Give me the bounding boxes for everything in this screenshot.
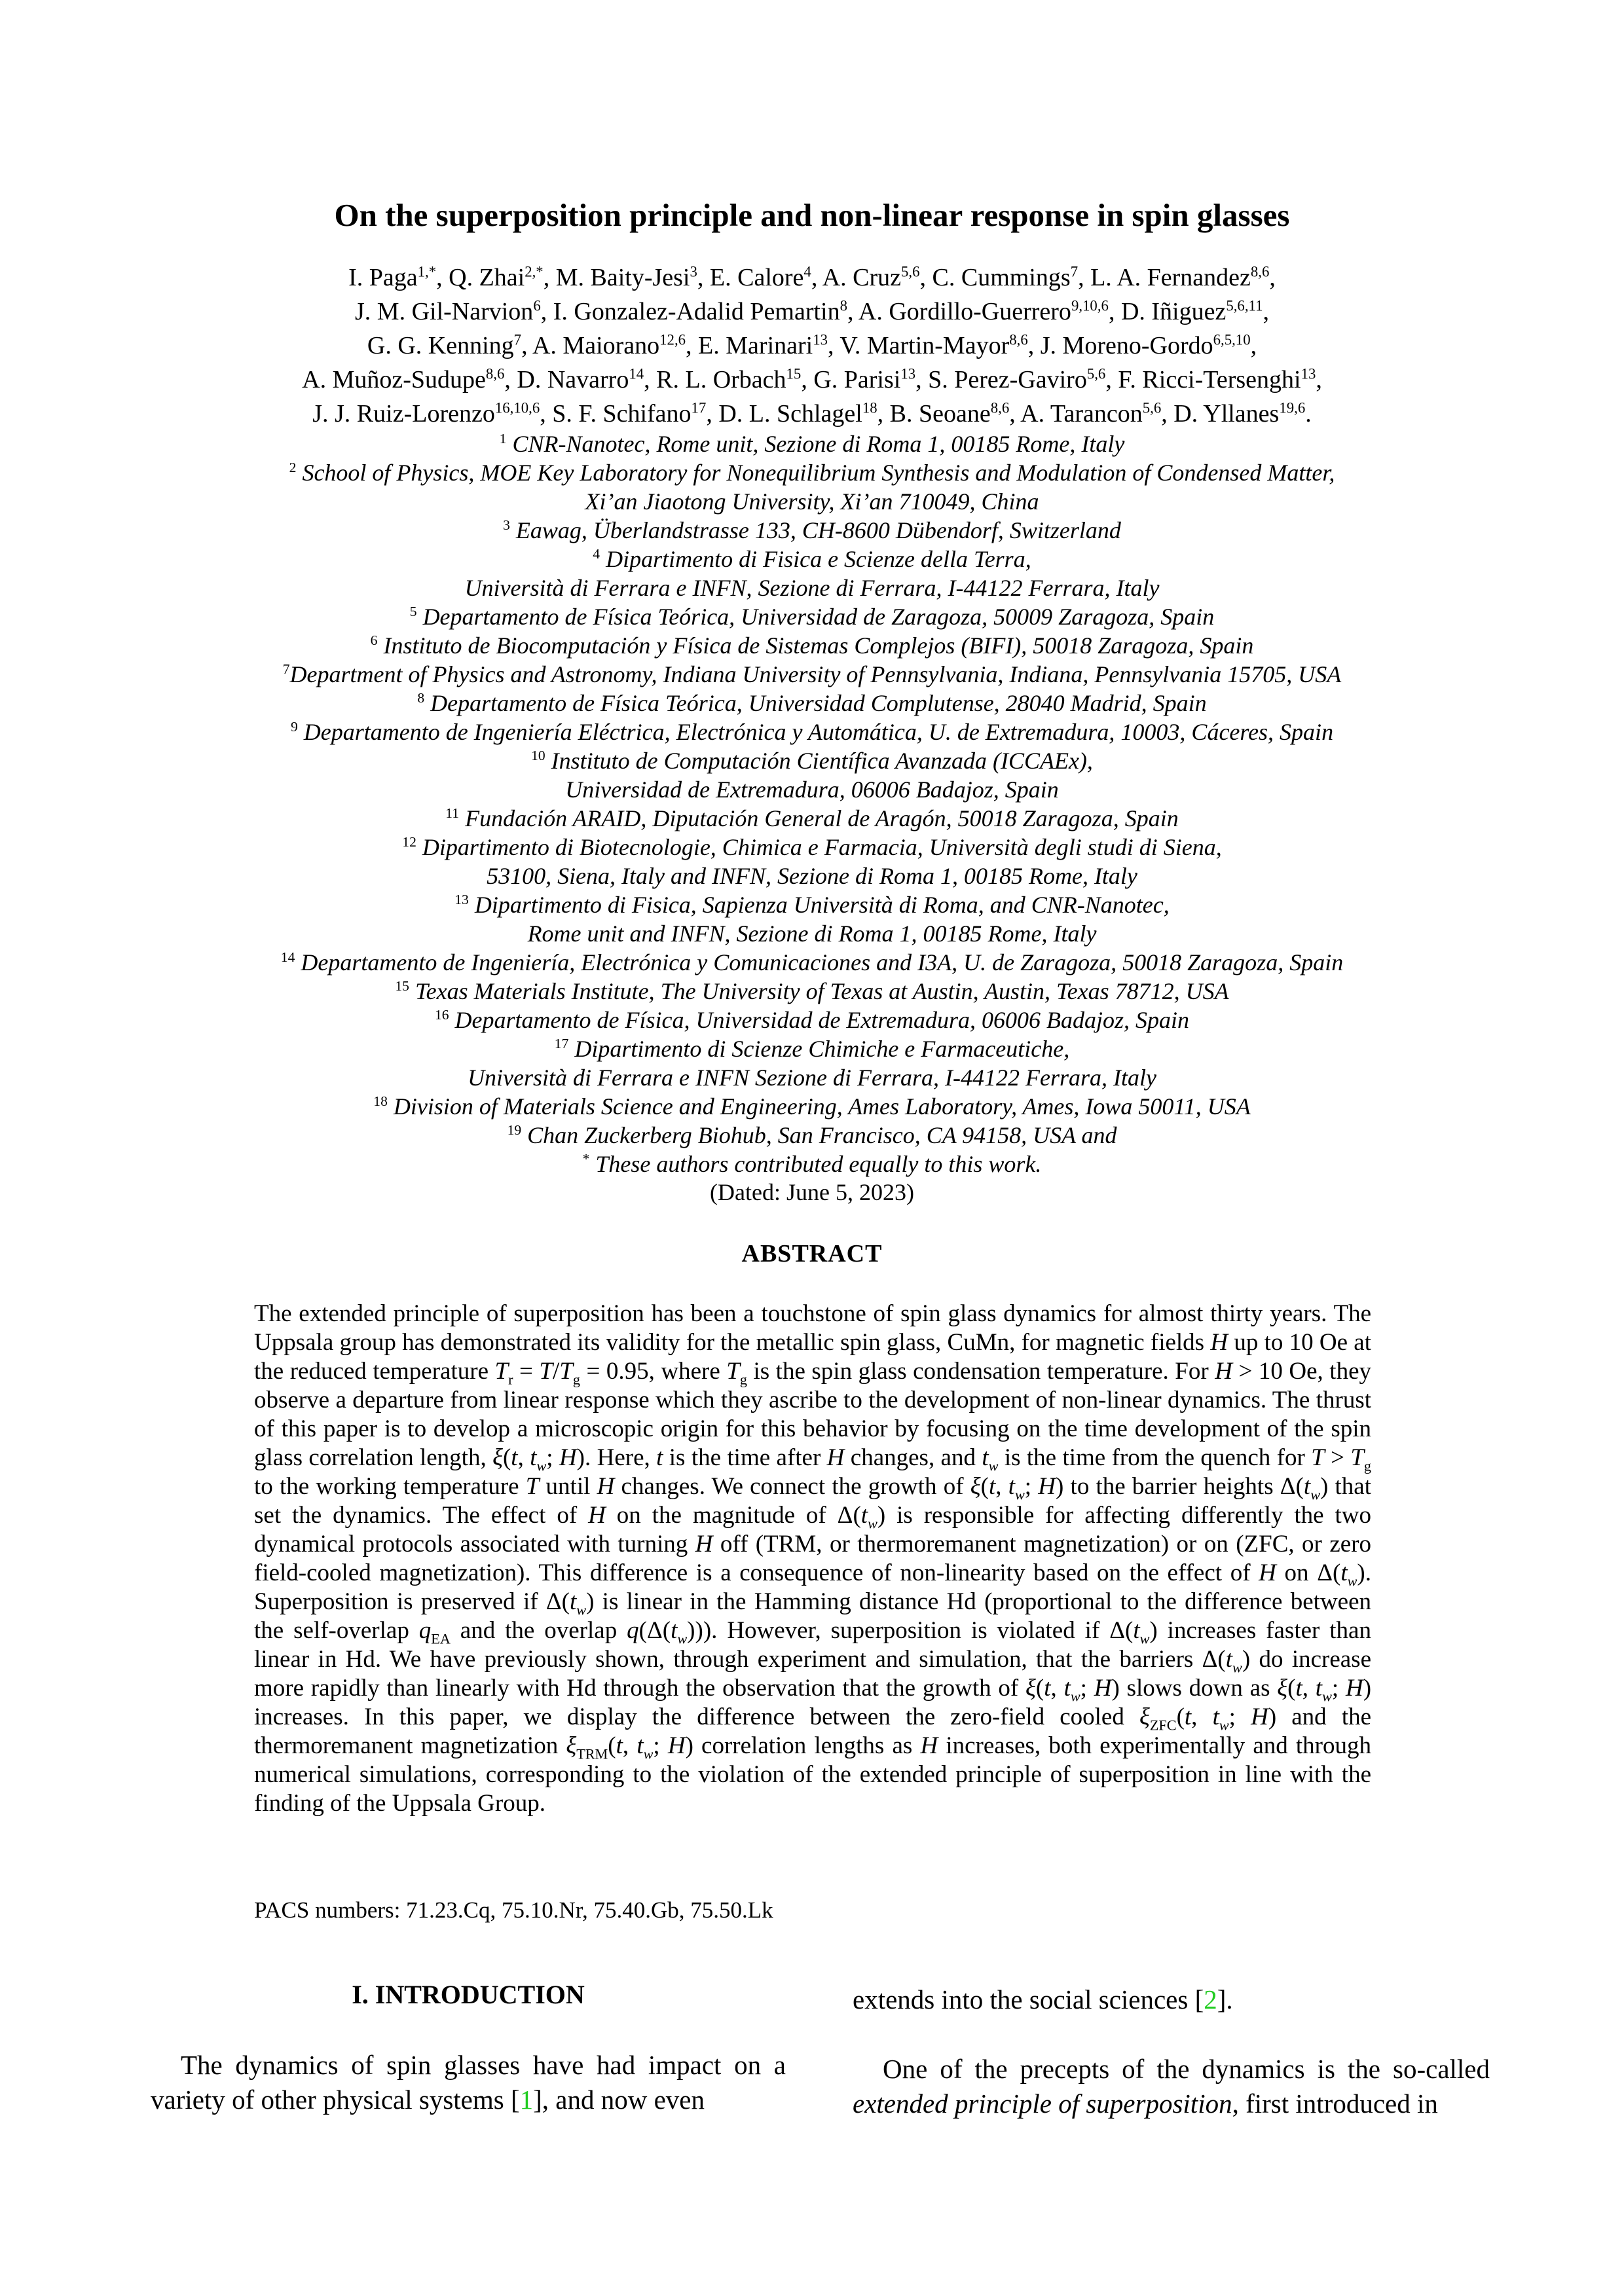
affiliation-line: Xi’an Jiaotong University, Xi’an 710049, China [585,488,1039,515]
affiliation-line: $^{11}$ Fundación ARAID, Diputación General de Aragón, 50018 Zaragoza, Spain [445,805,1179,831]
author-line: J. M. Gil-Narvion$^6$, I. Gonzalez-Adalid Pemartin$^8$, A. Gordillo-Guerrero$^{9,10,6}$, D. Iñiguez$^{5,6,11}$, [355,297,1269,325]
affiliation-line: $^{18}$ Division of Materials Science and Engineering, Ames Laboratory, Ames, Iowa 50011, USA [373,1093,1251,1120]
author-line: I. Paga$^{1,*}$, Q. Zhai$^{2,*}$, M. Baity-Jesi$^3$, E. Calore$^4$, A. Cruz$^{5,6}$, C. Cummings$^7$, L. A. Fernandez$^{8,6}$, [348,263,1276,291]
section-heading-introduction: I. INTRODUCTION [352,1980,585,2009]
affiliation-line: $^1$ CNR-Nanotec, Rome unit, Sezione di Roma 1, 00185 Rome, Italy [499,431,1125,457]
affiliation-line: $^{17}$ Dipartimento di Scienze Chimiche e Farmaceutiche, [554,1036,1070,1062]
author-list [0,261,1624,431]
right-column [853,1972,1490,2121]
affiliation-line: Università di Ferrara e INFN, Sezione di Ferrara, I-44122 Ferrara, Italy [464,575,1160,601]
intro-paragraph: The dynamics of spin glasses have had impact on a variety of other physical systems [1], and now even [151,2050,786,2115]
left-column [151,1972,786,2117]
citation-ref[interactable]: 1 [519,2085,534,2115]
affiliation-line: $^5$ Departamento de Física Teórica, Universidad de Zaragoza, 50009 Zaragoza, Spain [409,604,1215,630]
affiliation-line: Università di Ferrara e INFN Sezione di Ferrara, I-44122 Ferrara, Italy [468,1065,1156,1091]
author-line: J. J. Ruiz-Lorenzo$^{16,10,6}$, S. F. Schifano$^{17}$, D. L. Schlagel$^{18}$, B. Seoane$^{8,6}$, A. Tarancon$^{5,6}$, D. Yllanes$^{19,6}$. [312,399,1312,428]
paper-title: On the superposition principle and non-linear response in spin glasses [334,197,1290,233]
affiliation-list [0,429,1624,1178]
superposition-paragraph: One of the precepts of the dynamics is the so-called extended principle of superposition, first introduced in [853,2054,1490,2119]
affiliation-line: $^6$ Instituto de Biocomputación y Física de Sistemas Complejos (BIFI), 50018 Zaragoza, Spain [370,632,1254,659]
affiliation-line: $^2$ School of Physics, MOE Key Laboratory for Nonequilibrium Synthesis and Modulation of Condensed Matter, [289,460,1335,486]
intro-paragraph-continued: extends into the social sciences [2]. [853,1984,1233,2014]
author-line: G. G. Kenning$^7$, A. Maiorano$^{12,6}$, E. Marinari$^{13}$, V. Martin-Mayor$^{8,6}$, J. Moreno-Gordo$^{6,5,10}$, [367,331,1257,359]
abstract-heading: ABSTRACT [741,1240,883,1267]
affiliation-line: $^{14}$ Departamento de Ingeniería, Electrónica y Comunicaciones and I3A, U. de Zaragoza, 50018 Zaragoza, Spain [280,949,1344,975]
affiliation-line: $^8$ Departamento de Física Teórica, Universidad Complutense, 28040 Madrid, Spain [417,690,1207,716]
affiliation-line: $^4$ Dipartimento di Fisica e Scienze della Terra, [593,546,1031,572]
affiliation-line: $^3$ Eawag, Überlandstrasse 133, CH-8600 Dübendorf, Switzerland [503,517,1121,543]
pacs-line: PACS numbers: 71.23.Cq, 75.10.Nr, 75.40.Gb, 75.50.Lk [254,1897,773,1923]
affiliation-line: $^{12}$ Dipartimento di Biotecnologie, Chimica e Farmacia, Università degli studi di Siena, [402,834,1222,860]
affiliation-line: $^{19}$ Chan Zuckerberg Biohub, San Francisco, CA 94158, USA and [507,1122,1117,1148]
affiliation-line: $^{16}$ Departamento de Física, Universidad de Extremadura, 06006 Badajoz, Spain [434,1007,1190,1033]
affiliation-line: $^7$Department of Physics and Astronomy, Indiana University of Pennsylvania, Indiana, Pennsylvania 15705, USA [282,661,1342,687]
affiliation-line: 53100, Siena, Italy and INFN, Sezione di Roma 1, 00185 Rome, Italy [487,863,1137,889]
affiliation-line: Universidad de Extremadura, 06006 Badajoz, Spain [565,776,1059,803]
author-line: A. Muñoz-Sudupe$^{8,6}$, D. Navarro$^{14}$, R. L. Orbach$^{15}$, G. Parisi$^{13}$, S. Perez-Gaviro$^{5,6}$, F. Ricci-Tersenghi$^{13}$, [302,365,1322,393]
dated-line: (Dated: June 5, 2023) [710,1179,914,1205]
abstract-body: The extended principle of superposition has been a touchstone of spin glass dynamics for almost thirty years. The Uppsala group has demonstrated its validity for the metallic spin glass, CuMn, for magnetic fields H up to 10 Oe at the reduced temperature $T_r = T/T_g = 0.95$, where $T_g$ is the spin glass condensation temperature. For H > 10 Oe, they observe a departure from linear response which they ascribe to the development of non-linear dynamics. The thrust of this paper is to develop a microscopic origin for this behavior by focusing on the time development of the spin glass correlation length, ξ(t, $t_w$; H). Here, t is the time after H changes, and $t_w$ is the time from the quench for $T > T_g$ to the working temperature T until H changes. We connect the growth of ξ(t, $t_w$; H) to the barrier heights $\Delta(t_w)$ that set the dynamics. The effect of H on the magnitude of $\Delta(t_w)$ is responsible for affecting differently the two dynamical protocols associated with turning H off (TRM, or thermoremanent magnetization) or on (ZFC, or zero field-cooled magnetization). This difference is a consequence of non-linearity based on the effect of H on $\Delta(t_w)$. Superposition is preserved if $\Delta(t_w)$ is linear in the Hamming distance Hd (proportional to the difference between the self-overlap $q_{EA}$ and the overlap $q(\Delta(t_w))$). However, superposition is violated if $\Delta(t_w)$ increases faster than linear in Hd. We have previously shown, through experiment and simulation, that the barriers $\Delta(t_w)$ do increase more rapidly than linearly with Hd through the observation that the growth of ξ(t, $t_w$; H) slows down as ξ(t, $t_w$; H) increases. In this paper, we display the difference between the zero-field cooled $\xi_{ZFC}(t$, $t_w$; H) and the thermoremanent magnetization $\xi_{TRM}(t$, $t_w$; H) correlation lengths as H increases, both experimentally and through numerical simulations, corresponding to the violation of the extended principle of superposition in line with the finding of the Uppsala Group. [254,1300,1372,1817]
affiliation-line: $^{10}$ Instituto de Computación Científica Avanzada (ICCAEx), [531,748,1093,774]
affiliation-line: Rome unit and INFN, Sezione di Roma 1, 00185 Rome, Italy [527,920,1097,947]
affiliation-line: * These authors contributed equally to this work. [582,1151,1042,1177]
citation-ref[interactable]: 2 [1204,1984,1217,2014]
affiliation-line: $^{15}$ Texas Materials Institute, The University of Texas at Austin, Austin, Texas 78712, USA [395,978,1229,1004]
affiliation-line: $^{13}$ Dipartimento di Fisica, Sapienza Università di Roma, and CNR-Nanotec, [454,892,1170,918]
affiliation-line: $^9$ Departamento de Ingeniería Eléctrica, Electrónica y Automática, U. de Extremadura, 10003, Cáceres, Spain [290,719,1334,745]
